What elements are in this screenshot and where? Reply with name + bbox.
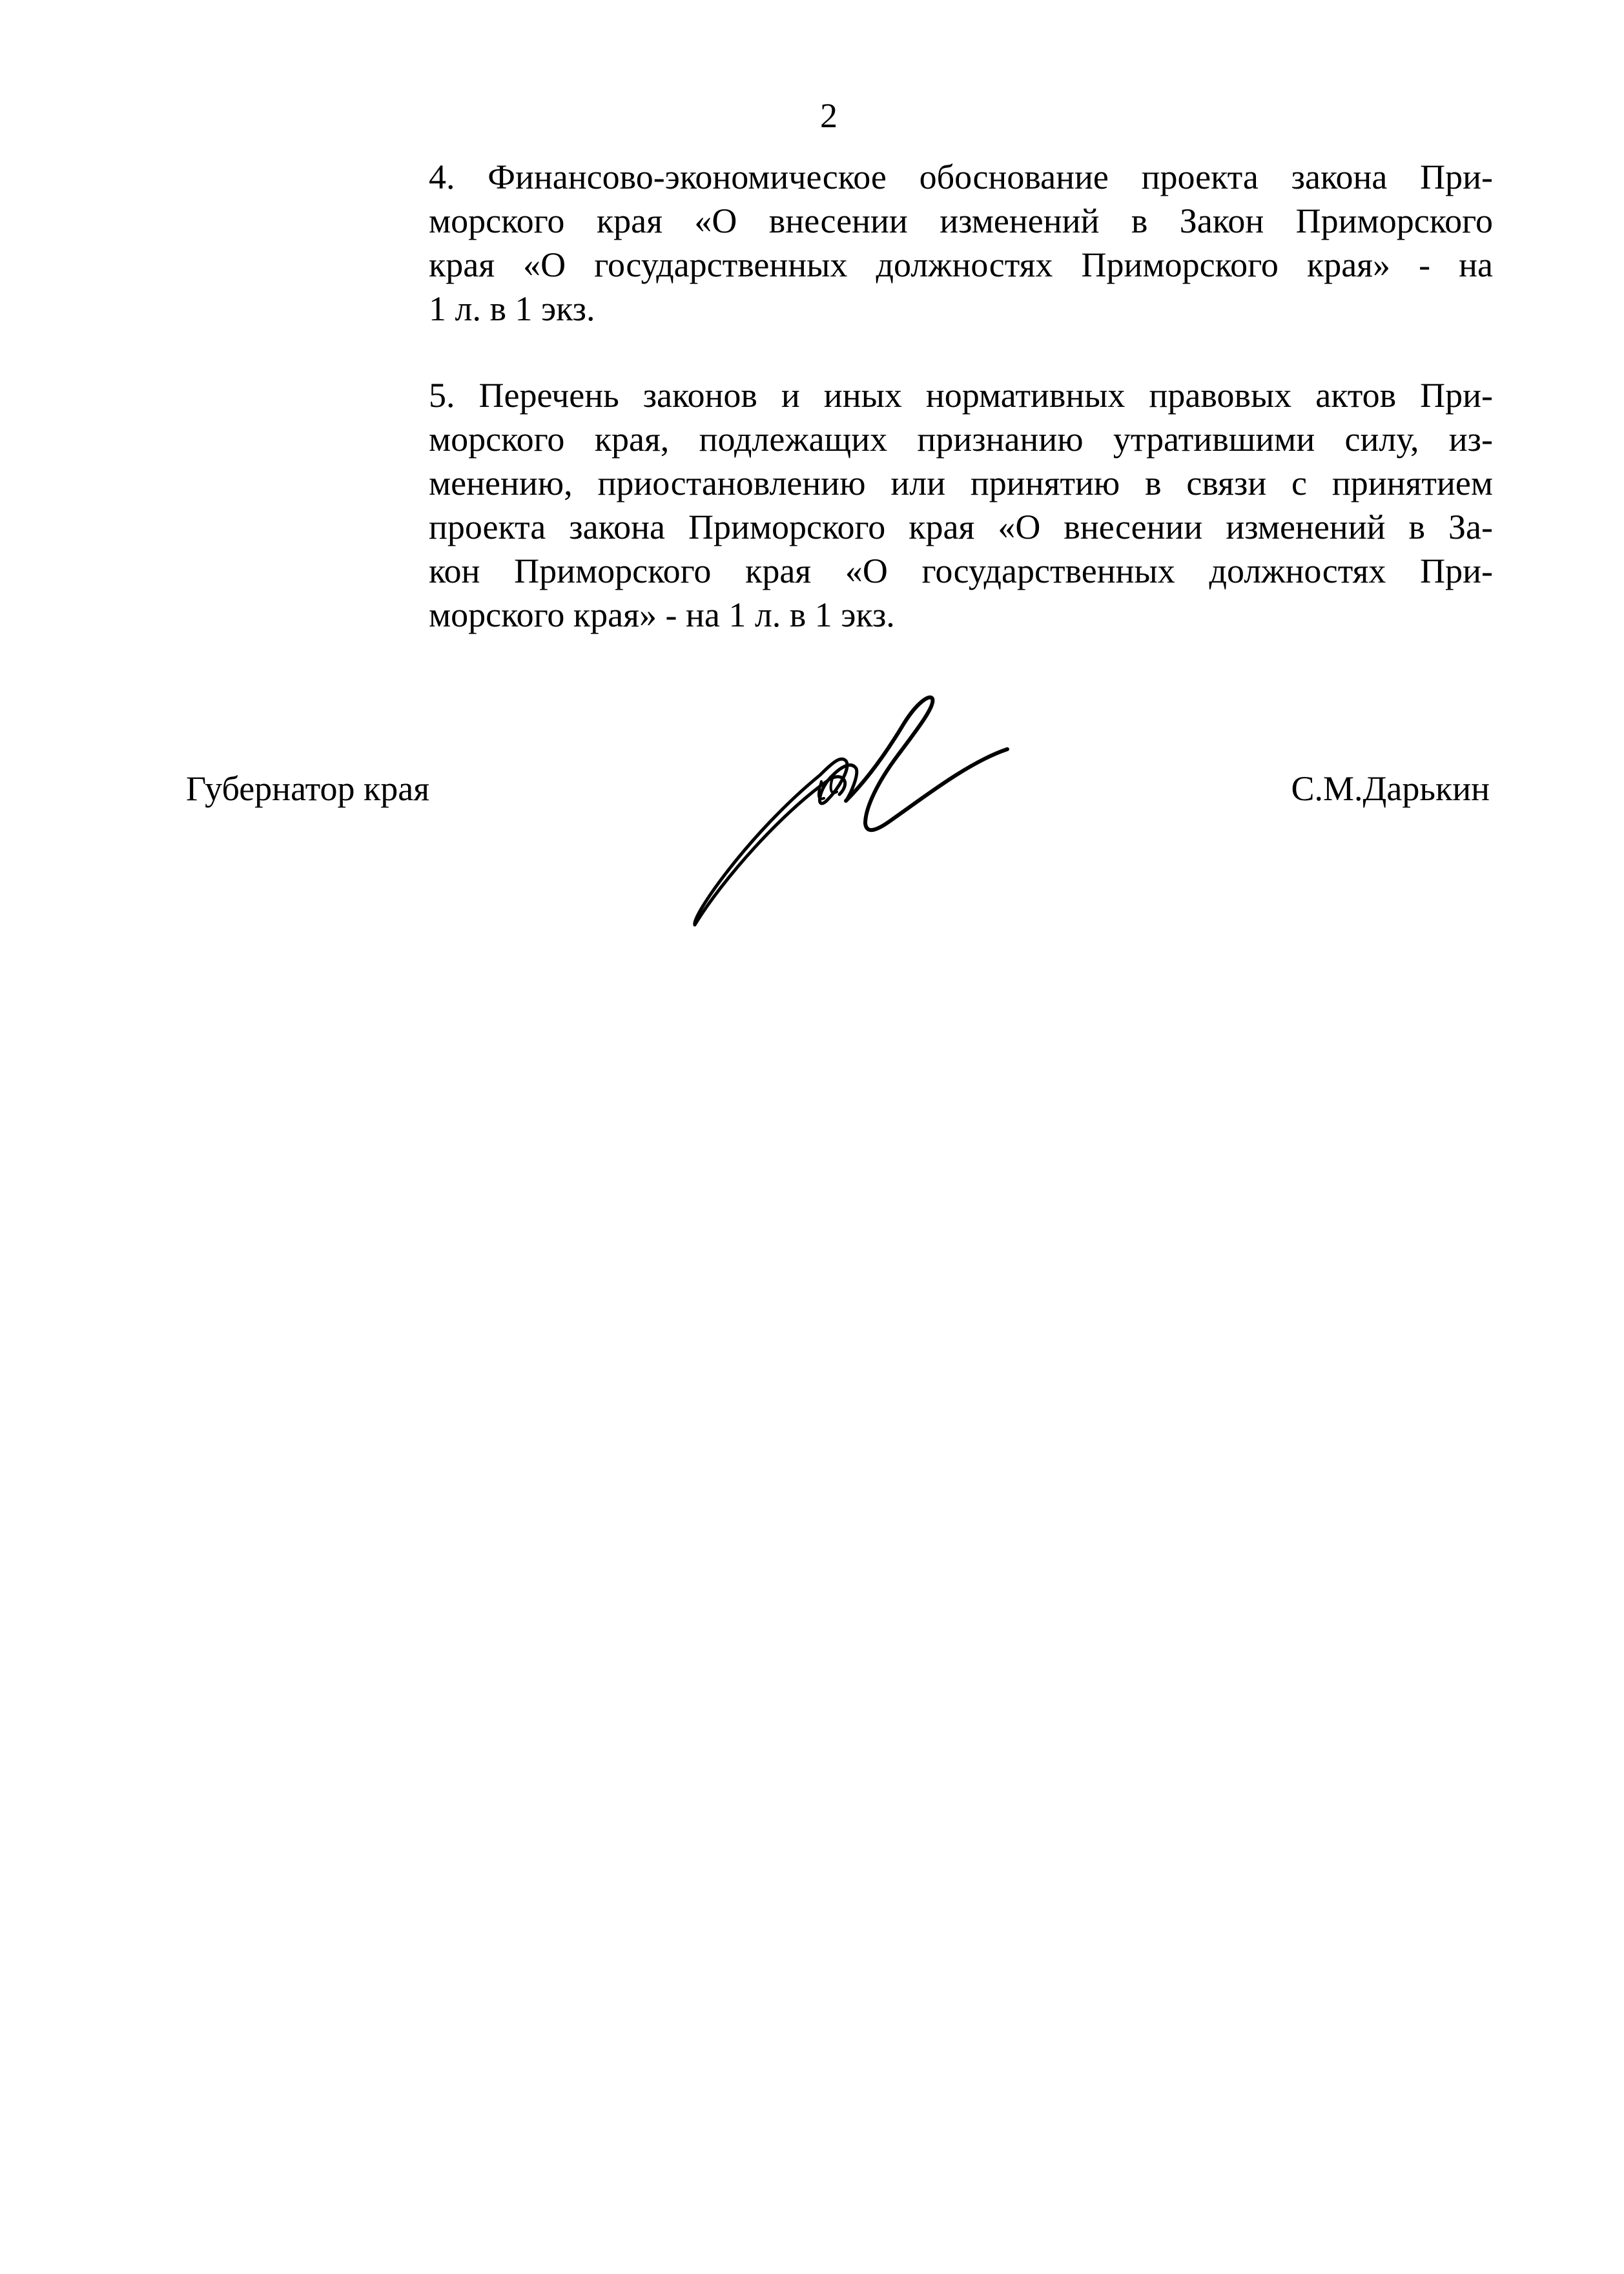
text-line: проекта закона Приморского края «О внесении изменений в За- bbox=[429, 508, 1493, 546]
paragraph-5 bbox=[429, 373, 1493, 637]
text-line: 1 л. в 1 экз. bbox=[429, 289, 595, 328]
text-line: менению, приостановлению или принятию в связи с принятием bbox=[429, 464, 1493, 502]
page-number: 2 bbox=[820, 96, 838, 135]
handwritten-signature bbox=[672, 685, 1033, 943]
text-line: морского края, подлежащих признанию утратившими силу, из- bbox=[429, 420, 1493, 459]
text-line: 4. Финансово-экономическое обоснование проекта закона При- bbox=[429, 158, 1493, 196]
text-line: кон Приморского края «О государственных должностях При- bbox=[429, 552, 1493, 590]
text-line: морского края «О внесении изменений в Закон Приморского bbox=[429, 202, 1493, 240]
signature-stroke bbox=[695, 759, 857, 925]
signatory-name: С.М.Дарькин bbox=[1291, 769, 1490, 808]
text-line: края «О государственных должностях Приморского края» - на bbox=[429, 245, 1493, 284]
text-line: морского края» - на 1 л. в 1 экз. bbox=[429, 595, 895, 634]
paragraph-4 bbox=[429, 155, 1493, 331]
signatory-position: Губернатор края bbox=[186, 769, 430, 808]
signature-stroke bbox=[846, 698, 1007, 830]
text-line: 5. Перечень законов и иных нормативных правовых актов При- bbox=[429, 376, 1493, 415]
